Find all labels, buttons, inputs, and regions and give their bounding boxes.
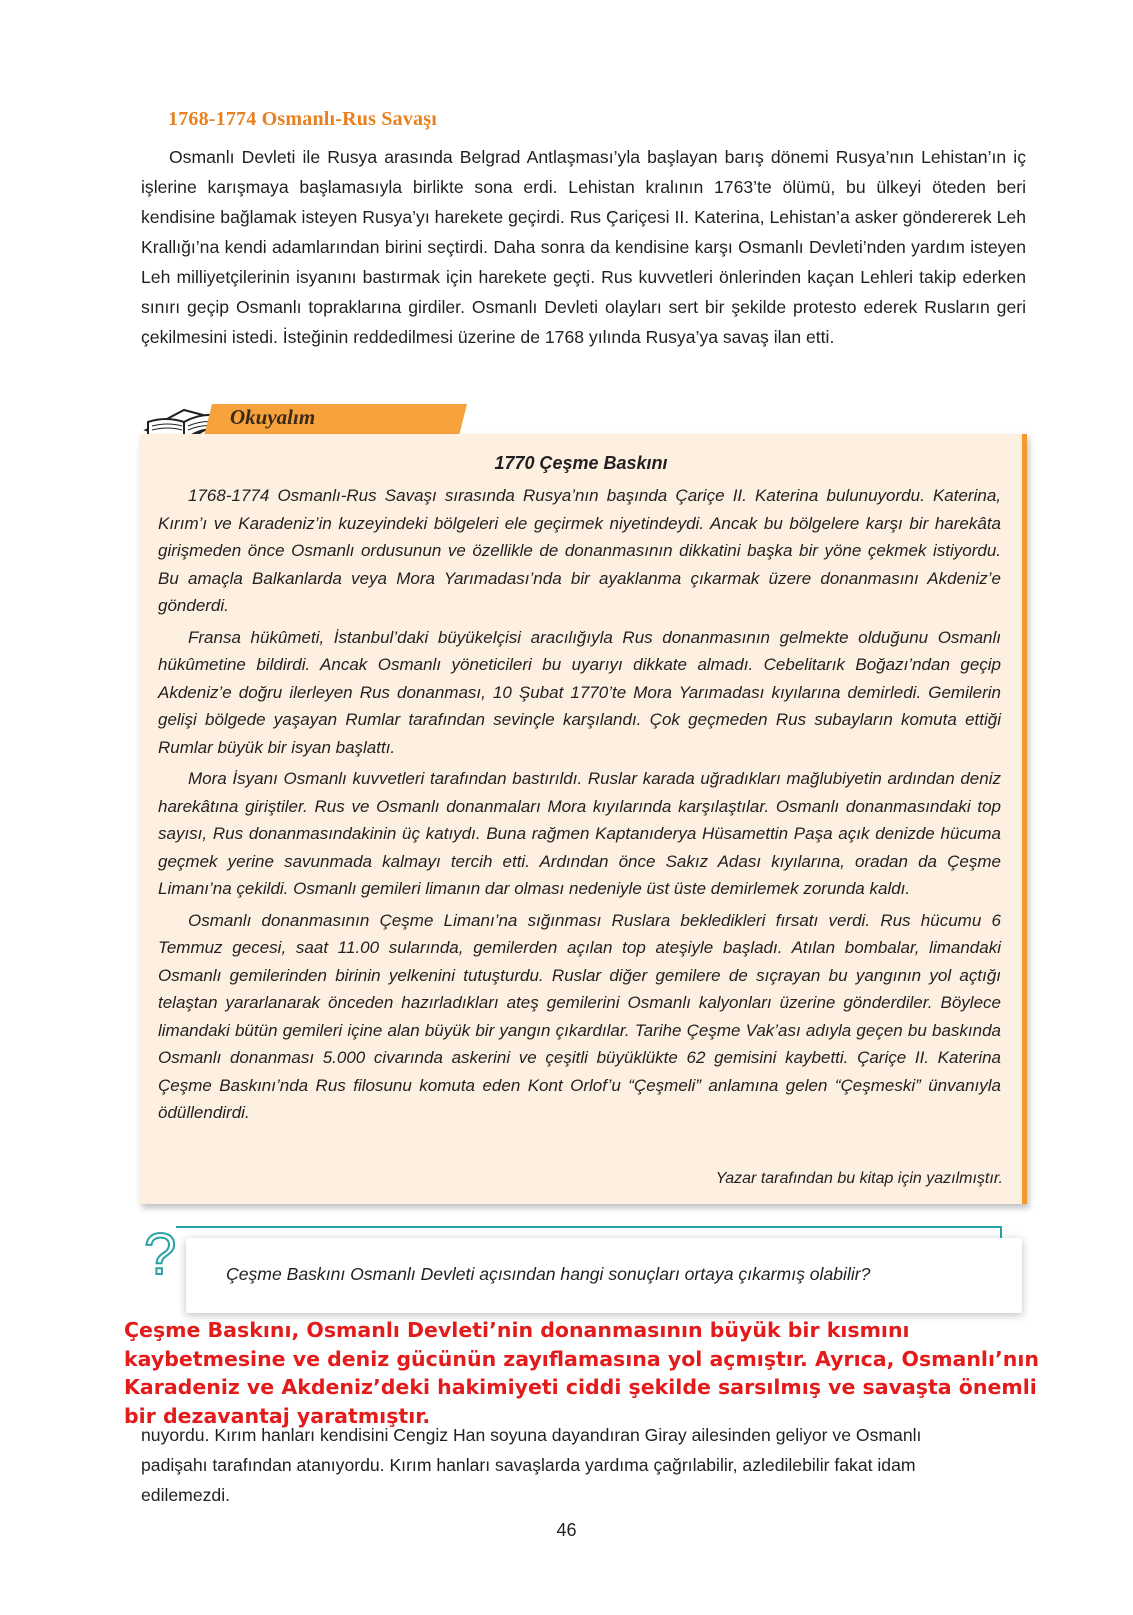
reading-paragraph: Mora İsyanı Osmanlı kuvvetleri tarafından bastırıldı. Ruslar karada uğradıkları mağlubiyetin ardından deniz harekâtına giriştiler. Rus ve Osmanlı donanmaları Mora kıyılarında karşılaştılar. Osmanlı donanmasındaki top sayısı, Rus donanmasındakinin üç katıydı. Buna rağmen Kaptanıderya Hüsamettin Paşa açık denizde hücuma geçmek yerine savunmada kalmayı tercih etti. Ardından önce Sakız Adası kıyılarına, oradan da Çeşme Limanı’na çekildi. Osmanlı gemileri limanın dar olması nedeniyle üst üste demirlemek zorunda kaldı. — [158, 769, 1001, 898]
svg-text:?: ? — [144, 1222, 177, 1287]
page-number: 46 — [556, 1520, 577, 1540]
question-text: Çeşme Baskını Osmanlı Devleti açısından hangi sonuçları ortaya çıkarmış olabilir? — [226, 1264, 871, 1284]
answer-overlay: Çeşme Baskını, Osmanlı Devleti’nin donanmasının büyük bir kısmını kaybetmesine ve deniz gücünün zayıflamasına yol açmıştır. Ayrıca, Osmanlı’nın Karadeniz ve Akdeniz’deki hakimiyeti ciddi şekilde sarsılmış ve savaşta önemli bir dezavantaj yaratmıştır. — [124, 1318, 1039, 1428]
reading-paragraph: Osmanlı donanmasının Çeşme Limanı’na sığınması Ruslara bekledikleri fırsatı verdi. Rus hücumu 6 Temmuz gecesi, saat 11.00 sularında, gemilerden açılan top ateşiyle başladı. Atılan bombalar, limandaki Osmanlı gemilerinden birinin yelkenini tutuşturdu. Ruslar diğer gemilere de sıçrayan bu yangının yol açtığı telaştan yararlanarak önceden hazırladıkları ateş gemilerini Osmanlı kalyonları üzerine gönderdiler. Böylece limandaki bütün gemileri içine alan büyük bir yangın çıkardılar. Tarihe Çeşme Vak’ası adıyla geçen bu baskında Osmanlı donanması 5.000 civarında askerini ve çeşitli büyüklükte 62 gemisini kaybetti. Çariçe II. Katerina Çeşme Baskını’nda Rus filosunu komuta eden Kont Orlof’u “Çeşmeli” anlamına gelen “Çeşmeski” ünvanıyla ödüllendirdi. — [158, 910, 1001, 1122]
intro-paragraph-block — [141, 142, 1026, 352]
question-mark-icon — [140, 1222, 180, 1292]
continued-line: padişahı tarafından atanıyordu. Kırım hanları savaşlarda yardıma çağrılabilir, azledilebilir fakat idam — [141, 1455, 916, 1475]
continued-line: nuyordu. Kırım hanları kendisini Cengiz Han soyuna dayandıran Giray ailesinden geliyor ve Osmanlı — [141, 1425, 922, 1445]
reading-title: 1770 Çeşme Baskını — [494, 453, 668, 473]
reading-paragraph: Fransa hükûmeti, İstanbul’daki büyükelçisi aracılığıyla Rus donanmasının gelmekte olduğunu Osmanlı hükûmetine bildirdi. Ancak Osmanlı yöneticileri bu uyarıyı dikkate almadı. Cebelitarık Boğazı’ndan geçip Akdeniz’e doğru ilerleyen Rus donanması, 10 Şubat 1770’te Mora Yarımadası kıyılarına demirledi. Gemilerin gelişi bölgede yaşayan Rumlar tarafından sevinçle karşılandı. Çok geçmeden Rus subayların komuta ettiği Rumlar büyük bir isyan başlattı. — [158, 627, 1001, 757]
question-frame-top — [176, 1226, 1002, 1228]
reading-attribution: Yazar tarafından bu kitap için yazılmıştır. — [715, 1170, 1003, 1187]
reading-paragraph: 1768-1774 Osmanlı-Rus Savaşı sırasında Rusya’nın başında Çariçe II. Katerina bulunuyordu. Katerina, Kırım’ı ve Karadeniz’in kuzeyindeki bölgeleri ele geçirmek niyetindeydi. Ancak bu bölgelere karşı bir harekâta girişmeden önce Osmanlı ordusunun ve özellikle de donanmasının dikkatini başka bir yöne çekmek istiyordu. Bu amaçla Balkanlarda veya Mora Yarımadası’nda bir ayaklanma çıkarmak üzere donanmasını Akdeniz’e gönderdi. — [158, 486, 1001, 615]
question-frame-side — [1000, 1226, 1002, 1238]
section-title: 1768-1774 Osmanlı-Rus Savaşı — [168, 108, 437, 130]
continued-line: edilemezdi. — [141, 1485, 230, 1505]
continued-paragraph — [141, 1420, 1026, 1510]
reading-text — [158, 482, 1001, 1131]
intro-paragraph: Osmanlı Devleti ile Rusya arasında Belgrad Antlaşması’yla başlayan barış dönemi Rusya’nın Lehistan’ın iç işlerine karışmaya başlamasıyla birlikte sona erdi. Lehistan kralının 1763’te ölümü, bu ülkeyi öteden beri kendisine bağlamak isteyen Rusya’yı harekete geçirdi. Rus Çariçesi II. Katerina, Lehistan’a asker göndererek Leh Krallığı’na kendi adamlarından birini seçtirdi. Daha sonra da kendisine karşı Osmanlı Devleti’nden yardım isteyen Leh milliyetçilerinin isyanını bastırmak için harekete geçti. Rus kuvvetleri önlerinden kaçan Lehleri takip ederken sınırı geçip Osmanlı topraklarına girdiler. Osmanlı Devleti olayları sert bir şekilde protesto ederek Rusların geri çekilmesini istedi. İsteğinin reddedilmesi üzerine de 1768 yılında Rusya’ya savaş ilan etti. — [141, 147, 1026, 347]
badge-label: Okuyalım — [230, 405, 316, 429]
